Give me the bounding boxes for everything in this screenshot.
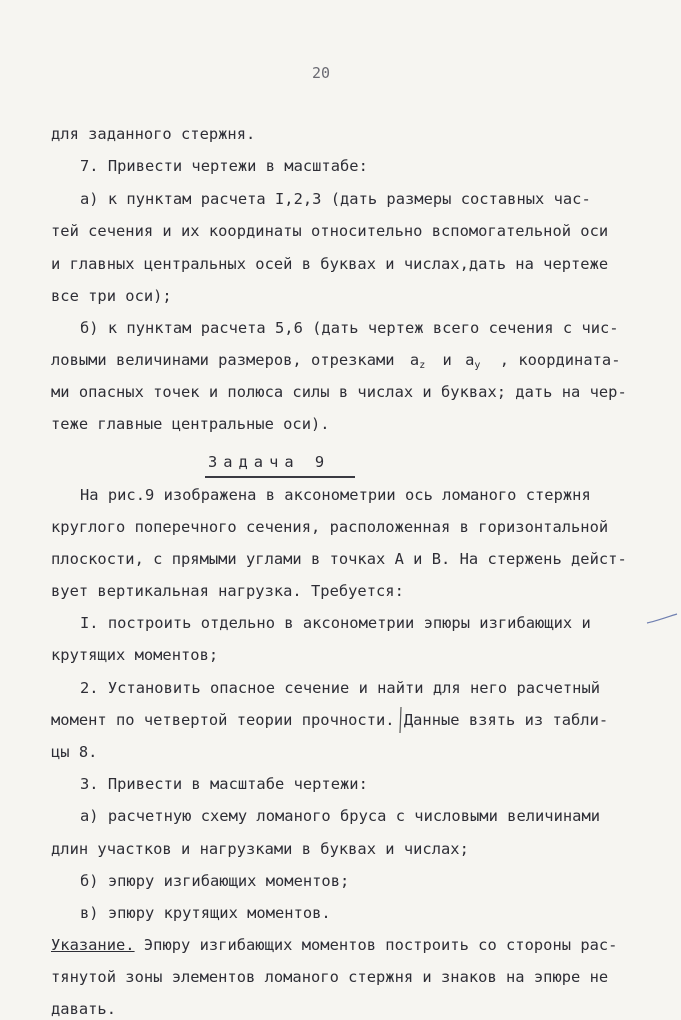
pen-stroke-mark (645, 611, 679, 627)
pen-stroke-mark (396, 705, 406, 735)
text-line-with-formula (51, 350, 620, 373)
formula-trail-text: , координата- (499, 351, 621, 369)
text-line: теже главные центральные оси). (51, 415, 330, 433)
text-line: На рис.9 изображена в аксонометрии ось ломаного стержня (80, 486, 591, 504)
text-line: цы 8. (51, 743, 98, 761)
formula-az: az (409, 351, 426, 371)
instruction-text: Эпюру изгибающих моментов построить со стороны рас- (143, 936, 618, 954)
text-line: и главных центральных осей в буквах и числах,дать на чертеже (51, 255, 609, 273)
text-line: ми опасных точек и полюса силы в числах и буквах; дать на чер- (51, 383, 627, 401)
text-line: б) к пунктам расчета 5,6 (дать чертеж всего сечения с чис- (80, 319, 619, 337)
text-line: а) расчетную схему ломаного бруса с числовыми величинами (80, 807, 601, 825)
instruction-label: Указание. (51, 936, 135, 954)
text-line: б) эпюру изгибающих моментов; (80, 872, 350, 890)
text-line: длин участков и нагрузками в буквах и числах; (51, 840, 469, 858)
text-line: а) к пунктам расчета I,2,3 (дать размеры составных час- (80, 190, 591, 208)
text-line: вует вертикальная нагрузка. Требуется: (51, 582, 404, 600)
text-line: плоскости, с прямыми углами в точках А и В. На стержень дейст- (51, 550, 627, 568)
text-line: крутящих моментов; (51, 646, 219, 664)
instruction-line (51, 935, 617, 955)
text-line: 7. Привести чертежи в масштабе: (80, 157, 368, 175)
text-line: 2. Установить опасное сечение и найти для него расчетный (80, 679, 601, 697)
title-underline (205, 476, 355, 478)
text-line: момент по четвертой теории прочности. Данные взять из табли- (51, 711, 609, 729)
text-line: все три оси); (51, 287, 172, 305)
task-title: Задача 9 (208, 453, 331, 471)
text-line: тей сечения и их координаты относительно вспомогательной оси (51, 222, 609, 240)
text-line: для заданного стержня. (51, 125, 256, 143)
formula-lead-text: ловыми величинами размеров, отрезками (51, 351, 395, 369)
text-line: 3. Привести в масштабе чертежи: (80, 775, 368, 793)
text-line: I. построить отдельно в аксонометрии эпюры изгибающих и (80, 614, 591, 632)
text-line: тянутой зоны элементов ломаного стержня и знаков на эпюре не (51, 968, 609, 986)
text-line: давать. (51, 1000, 117, 1018)
formula-and: и (442, 351, 452, 369)
formula-ay: ay (465, 351, 481, 371)
page-number: 20 (312, 64, 331, 82)
text-line: в) эпюру крутящих моментов. (80, 904, 331, 922)
text-line: круглого поперечного сечения, расположенная в горизонтальной (51, 518, 609, 536)
